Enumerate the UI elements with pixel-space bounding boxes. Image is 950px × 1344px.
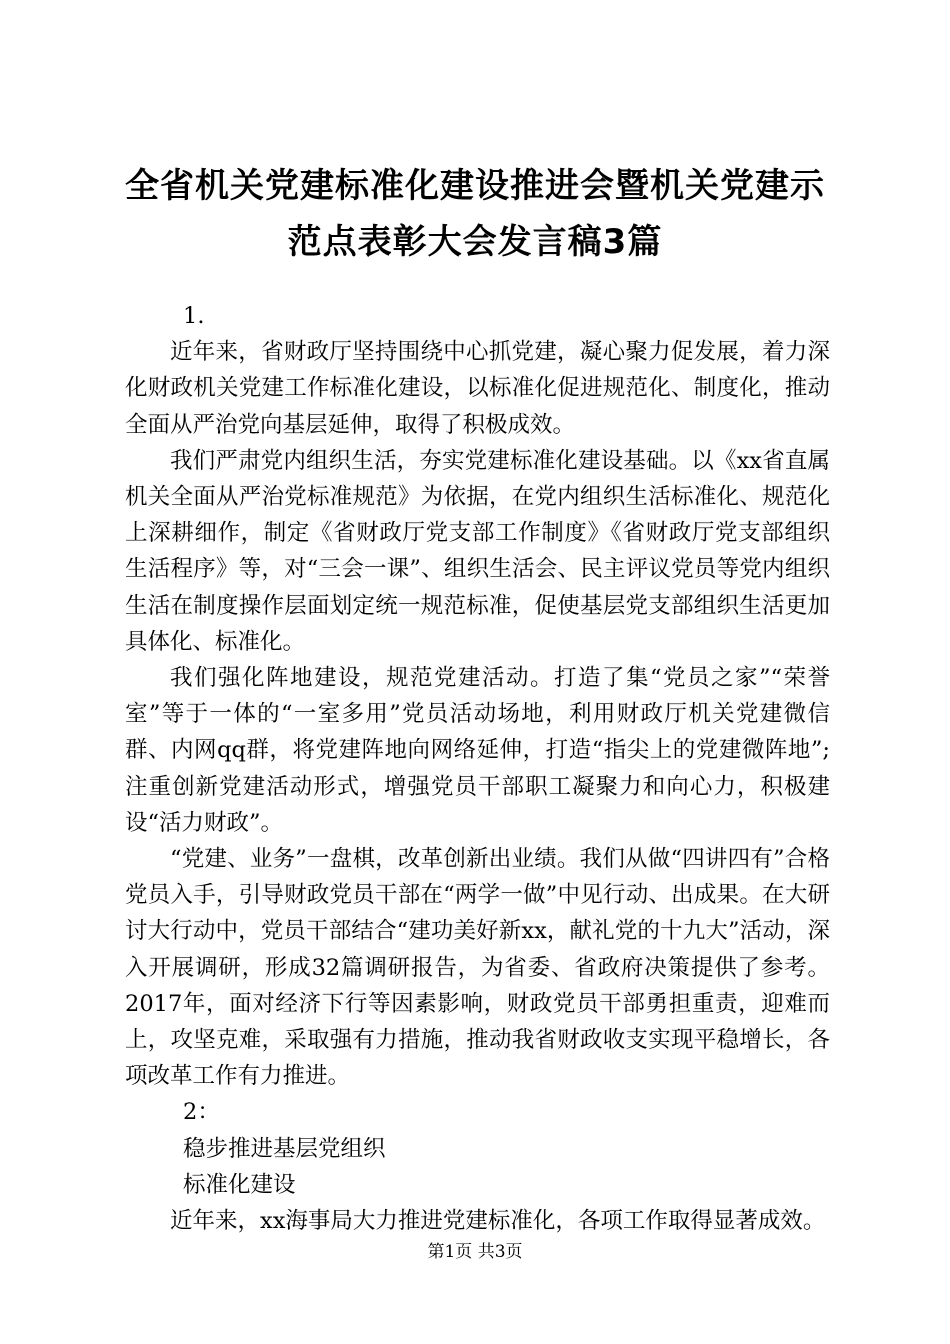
- paragraph-1-2: 我们严肃党内组织生活，夯实党建标准化建设基础。以《xx省直属机关全面从严治党标准规范》为依据，在党内组织生活标准化、规范化上深耕细作，制定《省财政厅党支部工作制度》《省财政厅党支部组织生活程序》等，对“三会一课”、组织生活会、民主评议党员等党内组织生活在制度操作层面划定统一规范标准，促使基层党支部组织生活更加具体化、标准化。: [125, 447, 830, 655]
- section-1-marker: 1.: [183, 303, 205, 329]
- document-title: [110, 158, 840, 270]
- section-2-marker: 2：: [183, 1099, 220, 1126]
- document-body: [125, 298, 830, 1239]
- paragraph-1-1: 近年来，省财政厅坚持围绕中心抓党建，凝心聚力促发展，着力深化财政机关党建工作标准化建设，以标准化促进规范化、制度化，推动全面从严治党向基层延伸，取得了积极成效。: [125, 339, 830, 438]
- section-2-heading-line-1: 稳步推进基层党组织: [183, 1135, 386, 1162]
- title-line-1: 全省机关党建标准化建设推进会暨机关党建示: [125, 166, 825, 206]
- page-footer: 第1页 共3页: [427, 1242, 523, 1262]
- title-line-2: 范点表彰大会发言稿3篇: [287, 222, 663, 262]
- section-2-heading-line-2: 标准化建设: [183, 1171, 296, 1198]
- paragraph-1-4: “党建、业务”一盘棋，改革创新出业绩。我们从做“四讲四有”合格党员入手，引导财政党员干部在“两学一做”中见行动、出成果。在大研讨大行动中，党员干部结合“建功美好新xx，献礼党的十九大”活动，深入开展调研，形成32篇调研报告，为省委、省政府决策提供了参考。2017年，面对经济下行等因素影响，财政党员干部勇担重责，迎难而上，攻坚克难，采取强有力措施，推动我省财政收支实现平稳增长，各项改革工作有力推进。: [125, 846, 830, 1090]
- paragraph-2-1: 近年来，xx海事局大力推进党建标准化，各项工作取得显著成效。: [170, 1208, 826, 1235]
- paragraph-1-3: 我们强化阵地建设，规范党建活动。打造了集“党员之家”“荣誉室”等于一体的“一室多用”党员活动场地，利用财政厅机关党建微信群、内网qq群，将党建阵地向网络延伸，打造“指尖上的党建微阵地”;注重创新党建活动形式，增强党员干部职工凝聚力和向心力，积极建设“活力财政”。: [125, 665, 830, 836]
